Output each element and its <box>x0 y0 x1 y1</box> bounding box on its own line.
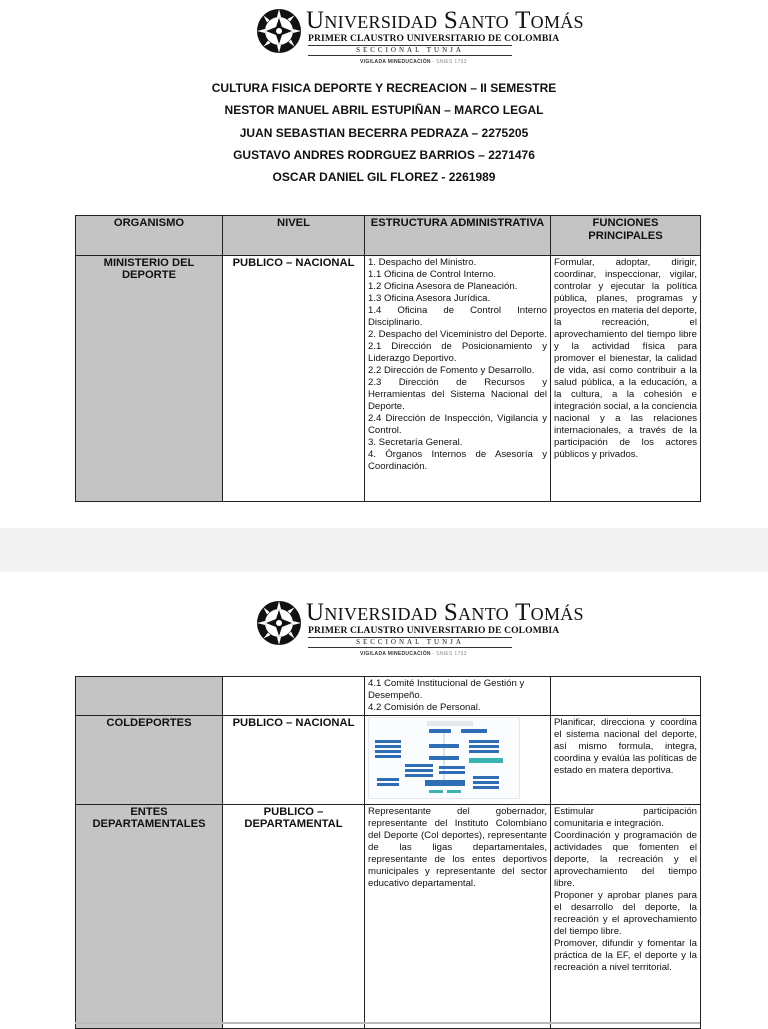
estructura-item: 2.2 Dirección de Fomento y Desarrollo. <box>368 365 535 376</box>
estructura-cell: Representante del gobernador, representante del Instituto Colombiano del Deporte (Col deportes), representante de las ligas departamentales, representante de los entes deportivos municipales y representante del sector educativo departamental. <box>365 805 551 1029</box>
snies-code: - SNIES 1733 <box>430 651 467 657</box>
table-row <box>76 805 701 1029</box>
funciones-item: Estimular participación comunitaria e integración. <box>554 806 697 829</box>
column-header-funciones: FUNCIONES PRINCIPALES <box>551 216 701 256</box>
university-name: Universidad Santo Tomás <box>306 599 584 626</box>
letterhead-rule <box>308 55 512 56</box>
funciones-item: Promover, difundir y fomentar la práctica de la EF, el deporte y la recreación a nivel territorial. <box>554 938 697 973</box>
document-heading-block <box>0 80 768 191</box>
vigilada-text: VIGILADA MINEDUCACIÓN <box>360 59 431 65</box>
university-letterhead <box>252 6 584 68</box>
organismo-cell <box>76 677 223 716</box>
estructura-item: 1.1 Oficina de Control Interno. <box>368 269 496 280</box>
university-seccional: SECCIONAL TUNJA <box>356 46 464 54</box>
author-line: NESTOR MANUEL ABRIL ESTUPIÑAN – MARCO LEGAL <box>224 103 544 118</box>
author-line: OSCAR DANIEL GIL FLOREZ - 2261989 <box>272 170 496 185</box>
estructura-item: 2.3 Dirección de Recursos y Herramientas del Sistema Nacional del Deporte. <box>368 377 547 412</box>
funciones-item: Proponer y aprobar planes para el desarrollo del deporte, la recreación y el aprovechamiento del tiempo libre. <box>554 890 697 937</box>
table-header-row <box>76 216 701 256</box>
estructura-item: 2. Despacho del Viceministro del Deporte. <box>368 329 548 340</box>
author-line: GUSTAVO ANDRES RODRGUEZ BARRIOS – 2271476 <box>233 147 535 162</box>
university-subtitle: PRIMER CLAUSTRO UNIVERSITARIO DE COLOMBIA <box>308 33 560 44</box>
vigilada-note <box>360 59 467 65</box>
funciones-cell: Formular, adoptar, dirigir, coordinar, inspeccionar, vigilar, controlar y ejecutar la política pública, planes, programas y proyectos en materia del deporte, la recreación, el aprovechamiento del tiempo libre y la actividad física para promover el bienestar, la calidad de vida, así como contribuir a la salud pública, a la educación, a la cultura, a la cohesión e integración social, a la conciencia nacional y a las relaciones internacionales, a través de la participación de los actores públicos y privados. <box>551 256 701 502</box>
table-row <box>76 256 701 502</box>
nivel-cell: PUBLICO – NACIONAL <box>223 256 365 502</box>
funciones-item: Coordinación y programación de actividades que fomenten el deporte, la recreación y el aprovechamiento del tiempo libre. <box>554 830 697 889</box>
estructura-item: 2.1 Dirección de Posicionamiento y Liderazgo Deportivo. <box>368 341 547 364</box>
estructura-item: 1. Despacho del Ministro. <box>368 257 477 268</box>
university-seal-icon <box>256 600 302 646</box>
university-seal-icon <box>256 8 302 54</box>
estructura-item: 1.4 Oficina de Control Interno Disciplinario. <box>368 305 547 328</box>
estructura-item: 2.4 Dirección de Inspección, Vigilancia y Control. <box>368 413 547 436</box>
organismo-cell: MINISTERIO DEL DEPORTE <box>76 256 223 502</box>
course-title: CULTURA FISICA DEPORTE Y RECREACION – II SEMESTRE <box>211 81 557 95</box>
funciones-cell <box>551 805 701 1029</box>
estructura-item: 4.2 Comisión de Personal. <box>368 702 481 713</box>
org-chart-image <box>368 717 520 799</box>
estructura-item: 4.1 Comité Institucional de Gestión y Desempeño. <box>368 678 525 701</box>
table-row <box>76 677 701 716</box>
organismo-cell: COLDEPORTES <box>76 716 223 805</box>
nivel-cell <box>223 677 365 716</box>
estructura-item: 1.2 Oficina Asesora de Planeación. <box>368 281 518 292</box>
nivel-cell: PUBLICO – DEPARTAMENTAL <box>223 805 365 1029</box>
organismos-table-continued <box>75 676 701 1029</box>
vigilada-text: VIGILADA MINEDUCACIÓN <box>360 651 431 657</box>
university-seccional: SECCIONAL TUNJA <box>356 638 464 646</box>
vigilada-note <box>360 651 467 657</box>
estructura-item: 1.3 Oficina Asesora Jurídica. <box>368 293 491 304</box>
organismo-cell: ENTES DEPARTAMENTALES <box>76 805 223 1029</box>
funciones-cell <box>551 677 701 716</box>
university-subtitle: PRIMER CLAUSTRO UNIVERSITARIO DE COLOMBIA <box>308 625 560 636</box>
nivel-cell: PUBLICO – NACIONAL <box>223 716 365 805</box>
estructura-cell <box>365 677 551 716</box>
estructura-item: 4. Órganos Internos de Asesoría y Coordinación. <box>368 449 547 472</box>
university-letterhead <box>252 598 584 660</box>
column-header-nivel: NIVEL <box>223 216 365 256</box>
estructura-cell <box>365 256 551 502</box>
table-row <box>76 716 701 805</box>
page-separator <box>0 528 768 572</box>
university-name: Universidad Santo Tomás <box>306 7 584 34</box>
snies-code: - SNIES 1733 <box>430 59 467 65</box>
estructura-item: 3. Secretaría General. <box>368 437 463 448</box>
author-line: JUAN SEBASTIAN BECERRA PEDRAZA – 2275205 <box>239 125 529 140</box>
letterhead-rule <box>308 647 512 648</box>
column-header-organismo: ORGANISMO <box>76 216 223 256</box>
funciones-cell: Planificar, direcciona y coordina el sistema nacional del deporte, así mismo formula, integra, coordina y evalúa las políticas de estado en matera deportiva. <box>551 716 701 805</box>
organismos-table <box>75 215 701 502</box>
estructura-cell <box>365 716 551 805</box>
column-header-estructura: ESTRUCTURA ADMINISTRATIVA <box>365 216 551 256</box>
